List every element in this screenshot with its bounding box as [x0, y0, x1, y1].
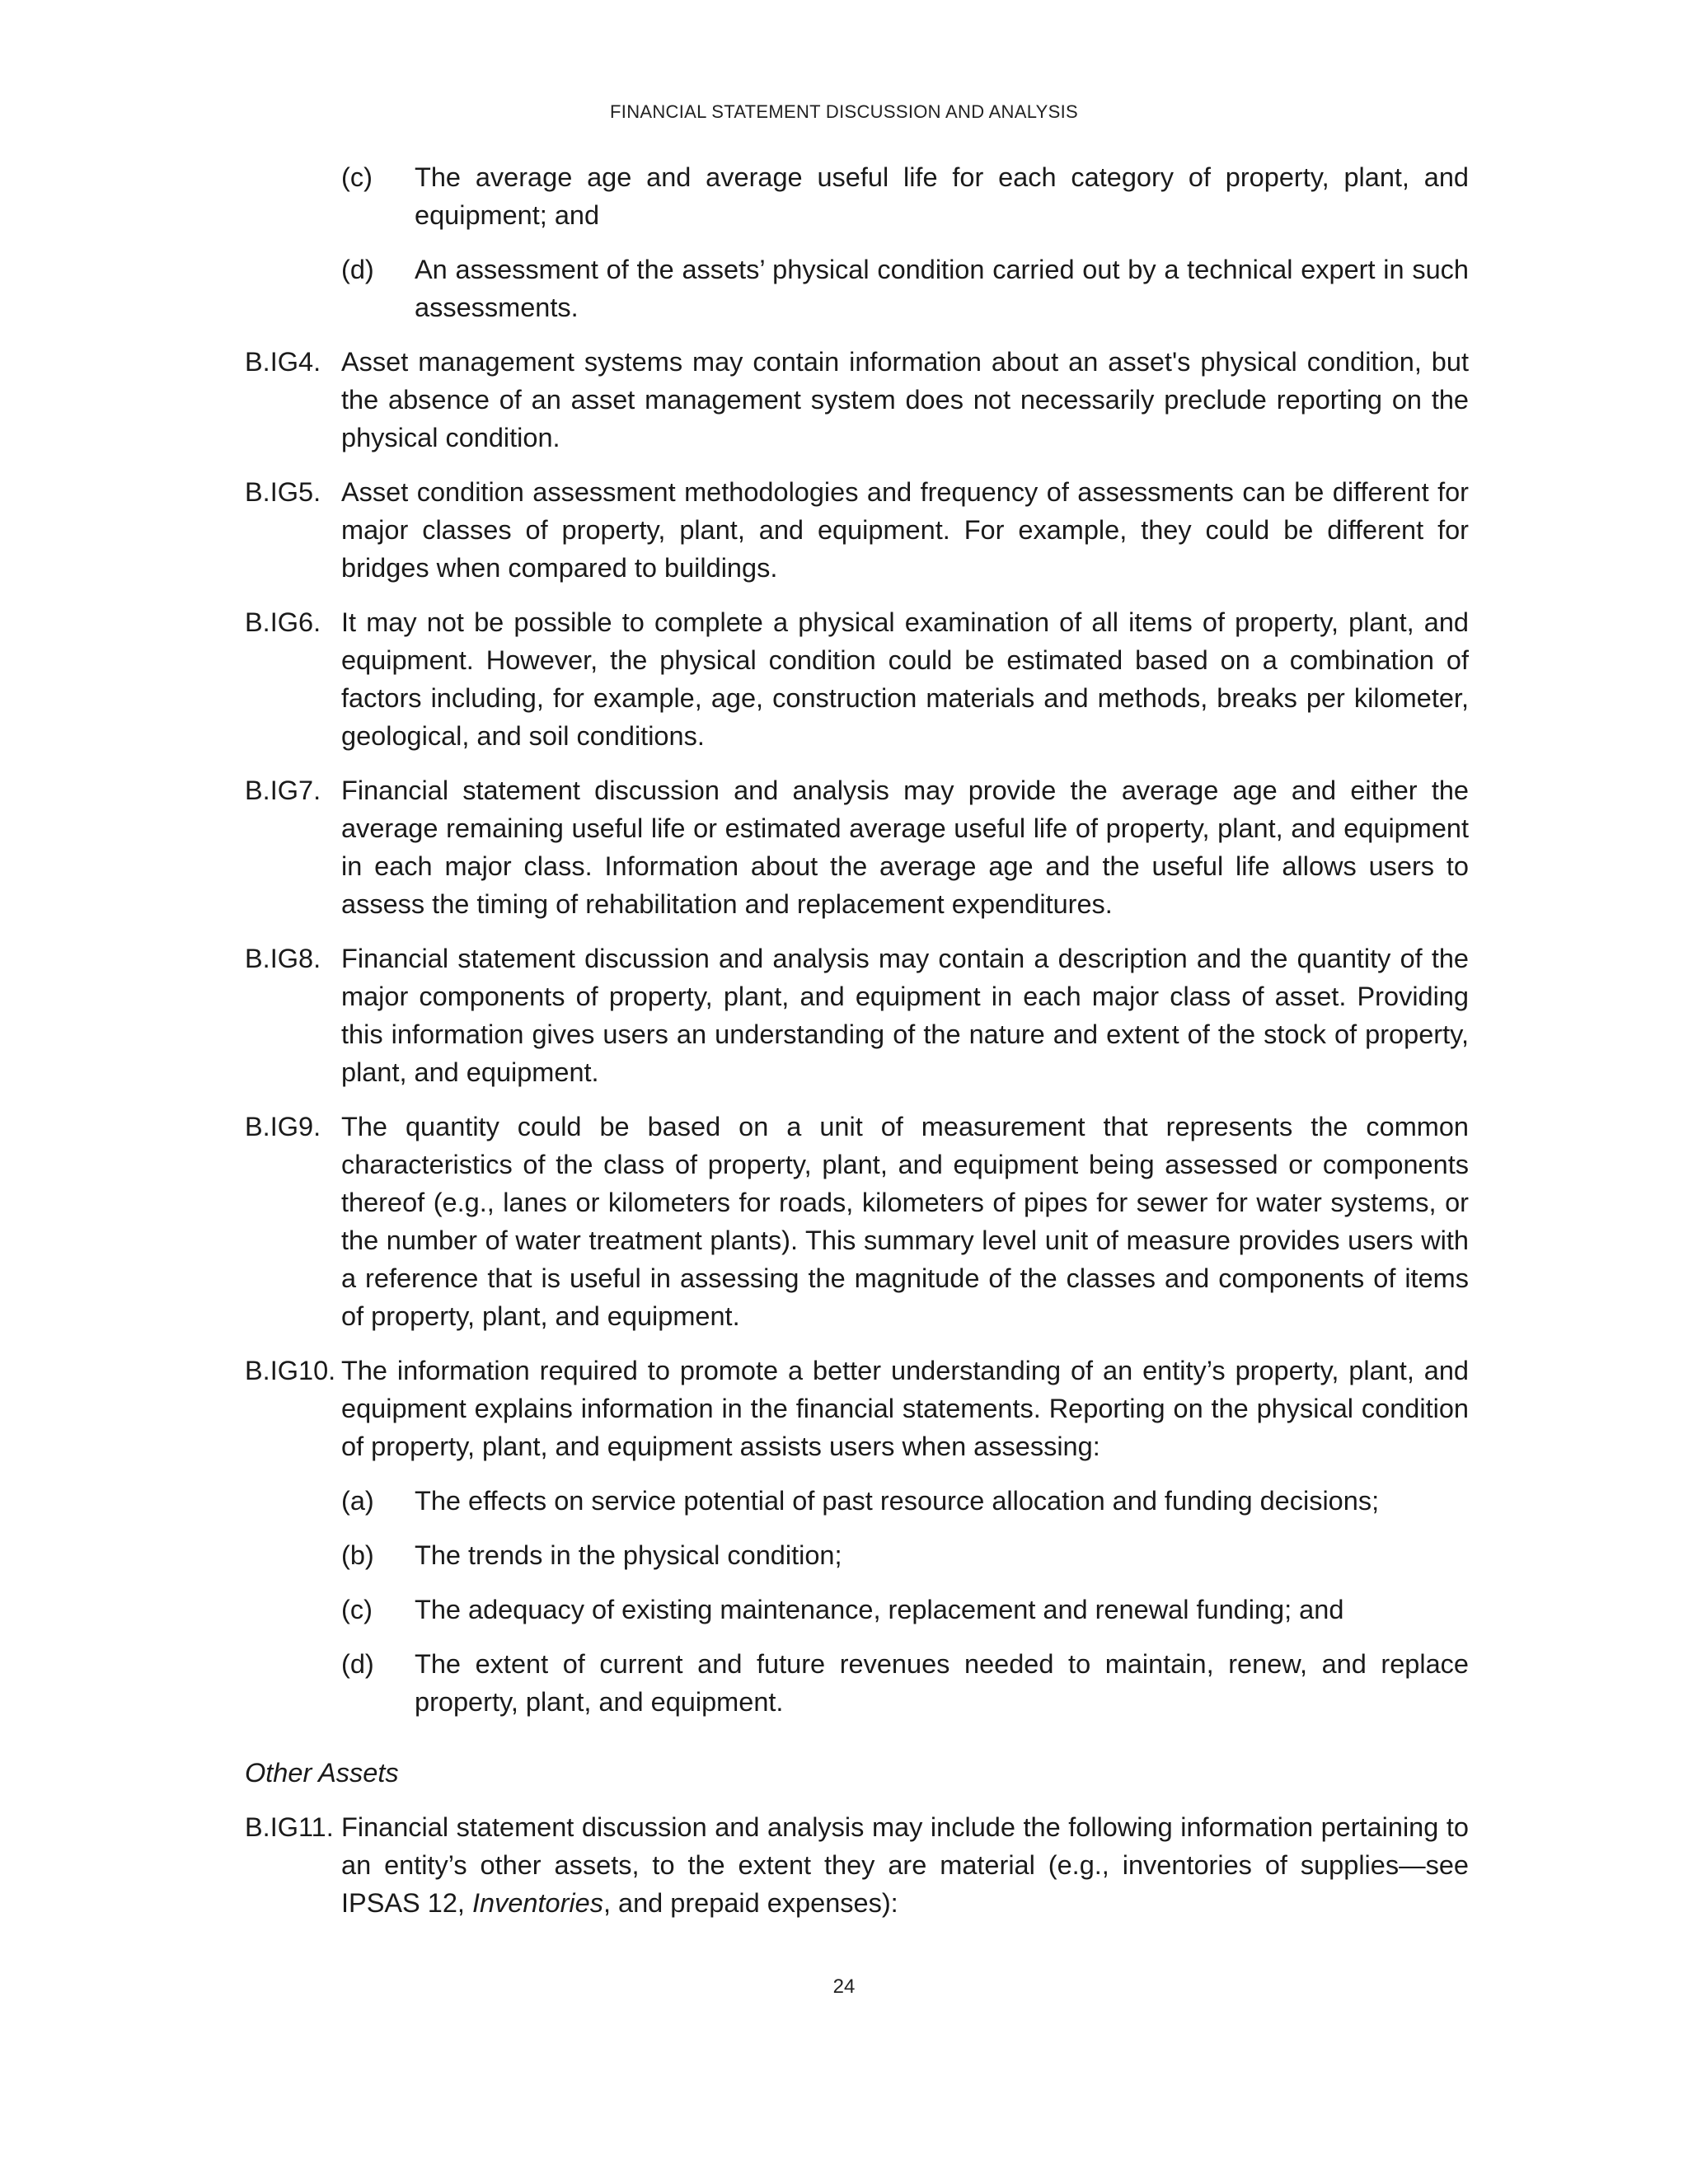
list-item — [245, 1482, 1469, 1520]
list-item — [245, 1536, 1469, 1574]
paragraph-ig4 — [245, 343, 1469, 457]
list-item — [245, 1645, 1469, 1721]
paragraph-ig10 — [245, 1352, 1469, 1465]
paragraph-number: B.IG11. — [245, 1812, 334, 1842]
standard-title: Inventories — [471, 1888, 603, 1918]
paragraph-text: Asset management systems may contain information about an asset's physical condition, but the absence of an asset management system does not necessarily preclude reporting on the physical condition. — [341, 347, 1469, 452]
list-item — [245, 158, 1469, 234]
list-item-label: (c) — [341, 1595, 373, 1624]
list-item-label: (a) — [341, 1486, 374, 1516]
paragraph-ig11 — [245, 1808, 1469, 1922]
paragraph-text — [341, 1812, 1469, 1918]
page-body — [245, 158, 1469, 1938]
list-item-label: (b) — [341, 1540, 374, 1570]
paragraph-text: Asset condition assessment methodologies and frequency of assessments can be different for major classes of property, plant, and equipment. For example, they could be different for bridges when compared to buildings. — [341, 477, 1469, 583]
list-item-text: The extent of current and future revenues needed to maintain, renew, and replace property, plant, and equipment. — [415, 1649, 1469, 1717]
list-item-text: An assessment of the assets’ physical condition carried out by a technical expert in such assessments. — [415, 255, 1469, 322]
section-heading: Other Assets — [245, 1758, 399, 1788]
list-item-text: The average age and average useful life for each category of property, plant, and equipment; and — [415, 162, 1469, 230]
list-item — [245, 1591, 1469, 1629]
paragraph-text: Financial statement discussion and analysis may contain a description and the quantity of the major components of property, plant, and equipment in each major class of asset. Providing this information gives users an understanding of the nature and extent of the stock of property, plant, and equipment. — [341, 944, 1469, 1087]
list-item-text: The effects on service potential of past resource allocation and funding decisions; — [415, 1486, 1380, 1516]
paragraph-number: B.IG10. — [245, 1356, 336, 1385]
paragraph-text-part: , and prepaid expenses): — [603, 1888, 898, 1918]
list-item-label: (c) — [341, 162, 373, 192]
paragraph-text-part: Financial statement discussion and analysis may include the following information pertaining to an entity’s other assets, to the extent they are material (e.g., inventories of supplies—see IPSAS 12, — [341, 1812, 1469, 1918]
list-item-label: (d) — [341, 1649, 374, 1679]
list-item-text: The adequacy of existing maintenance, replacement and renewal funding; and — [415, 1595, 1344, 1624]
list-item-label: (d) — [341, 255, 374, 284]
paragraph-number: B.IG9. — [245, 1112, 321, 1141]
list-item-text: The trends in the physical condition; — [415, 1540, 842, 1570]
paragraph-text: The information required to promote a better understanding of an entity’s property, plant, and equipment explains information in the financial statements. Reporting on the physical condition of property, plant, and equipment assists users when assessing: — [341, 1356, 1469, 1461]
paragraph-ig7 — [245, 771, 1469, 923]
paragraph-ig6 — [245, 603, 1469, 755]
running-header: FINANCIAL STATEMENT DISCUSSION AND ANALYSIS — [610, 101, 1078, 122]
paragraph-number: B.IG5. — [245, 477, 321, 507]
paragraph-text: The quantity could be based on a unit of measurement that represents the common characteristics of the class of property, plant, and equipment being assessed or components thereof (e.g., lanes or kilometers for roads, kilometers of pipes for sewer for water systems, or the number of water treatment plants). This summary level unit of measure provides users with a reference that is useful in assessing the magnitude of the classes and components of items of property, plant, and equipment. — [341, 1112, 1469, 1331]
paragraph-number: B.IG4. — [245, 347, 321, 377]
paragraph-text: Financial statement discussion and analysis may provide the average age and either the average remaining useful life or estimated average useful life of property, plant, and equipment in each major class. Information about the average age and the useful life allows users to assess the timing of rehabilitation and replacement expenditures. — [341, 776, 1469, 919]
paragraph-ig8 — [245, 940, 1469, 1091]
paragraph-number: B.IG7. — [245, 776, 321, 805]
paragraph-text: It may not be possible to complete a physical examination of all items of property, plant, and equipment. However, the physical condition could be estimated based on a combination of factors including, for example, age, construction materials and methods, breaks per kilometer, geological, and soil conditions. — [341, 607, 1469, 751]
paragraph-ig5 — [245, 473, 1469, 587]
list-item — [245, 251, 1469, 326]
paragraph-number: B.IG6. — [245, 607, 321, 637]
page-number: 24 — [832, 1975, 856, 1998]
paragraph-number: B.IG8. — [245, 944, 321, 973]
paragraph-ig9 — [245, 1108, 1469, 1335]
